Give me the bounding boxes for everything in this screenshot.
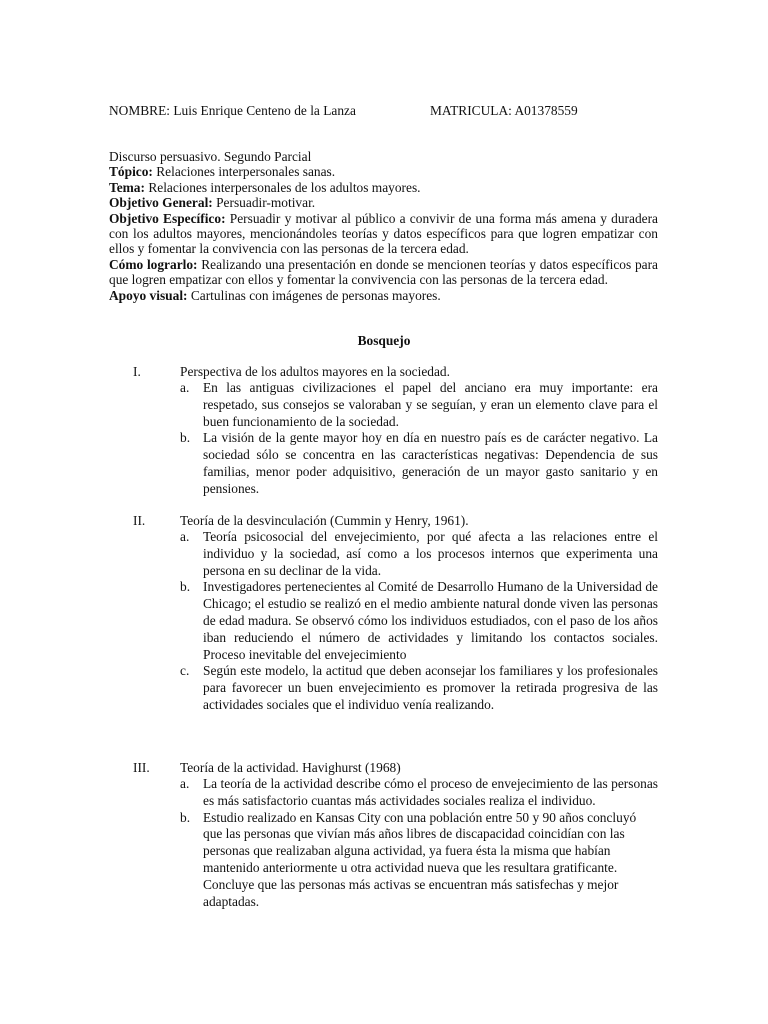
section-numeral: II. [133, 513, 146, 528]
item-letter: a. [180, 776, 190, 791]
item-text: En las antiguas civilizaciones el papel del anciano era muy importante: era respetado, sus consejos se valoraban y se seguían, y eran un elemento clave para el buen funcionamiento de la sociedad. [203, 380, 658, 429]
section-title: Teoría de la actividad. Havighurst (1968) [180, 760, 401, 775]
how-line [109, 257, 658, 288]
list-item [0, 579, 658, 663]
item-text: Estudio realizado en Kansas City con una población entre 50 y 90 años concluyó que las personas que vivían más años libres de discapacidad coincidían con las personas que realizaban alguna actividad, ya fuera ésta la misma que habían mantenido anteriormente u otra actividad nueva que les resultara gratificante. Concluye que las personas más activas se encuentran más satisfechas y mejor adaptadas. [203, 809, 637, 909]
item-letter: a. [180, 529, 190, 544]
list-item [0, 380, 658, 430]
speech-info [109, 149, 658, 303]
list-item [0, 663, 658, 713]
list-item [0, 430, 658, 497]
outline-section-3 [0, 759, 768, 910]
visual-aid-value: Cartulinas con imágenes de personas mayores. [187, 287, 441, 303]
topic-line [109, 164, 658, 179]
item-text: La teoría de la actividad describe cómo el proceso de envejecimiento de las personas es más satisfactorio cuantas más actividades sociales realiza el individuo. [203, 776, 658, 808]
section-title-row [0, 759, 768, 776]
student-name: NOMBRE: Luis Enrique Centeno de la Lanza [109, 103, 356, 118]
section-title-row [0, 512, 768, 529]
section-numeral: III. [133, 760, 150, 775]
list-item [0, 810, 658, 911]
outline-section-1 [0, 363, 768, 498]
list-item [0, 776, 658, 810]
general-objective-value: Persuadir-motivar. [212, 195, 316, 211]
item-text: Investigadores pertenecientes al Comité de Desarrollo Humano de la Universidad de Chicago; el estudio se realizó en el medio ambiente natural donde viven las personas de edad madura. Se observó cómo los individuos estudiados, con el paso de los años iban reduciendo el número de actividades y limitando los contactos sociales. Proceso inevitable del envejecimiento [203, 579, 658, 662]
item-text: La visión de la gente mayor hoy en día en nuestro país es de carácter negativo. La sociedad sólo se concentra en las características negativas: Dependencia de sus familias, menor poder adquisitivo, generación de un mayor gasto sanitario y en pensiones. [203, 430, 658, 496]
visual-aid-label: Apoyo visual: [109, 287, 188, 303]
list-item [0, 529, 658, 579]
item-letter: c. [180, 663, 190, 679]
section-title: Teoría de la desvinculación (Cummin y Henry, 1961). [180, 513, 469, 528]
item-letter: b. [180, 579, 191, 595]
outline-heading: Bosquejo [357, 333, 411, 348]
theme-label: Tema: [109, 179, 145, 195]
student-id: MATRICULA: A01378559 [430, 103, 578, 118]
student-header [109, 102, 708, 120]
specific-objective-label: Objetivo Específico: [109, 210, 226, 226]
theme-line [109, 180, 658, 195]
visual-aid-line [109, 288, 658, 303]
section-numeral: I. [133, 364, 141, 379]
specific-objective-value: Persuadir y motivar al público a convivir de una forma más amena y duradera con los adultos mayores, mencionándoles teorías y datos específicos para que logren empatizar con ellos y fomentar la convivencia con las personas de la tercera edad. [109, 210, 658, 257]
speech-type: Discurso persuasivo. Segundo Parcial [109, 149, 312, 164]
section-title-row [0, 363, 768, 380]
outline-section-2 [0, 512, 768, 714]
topic-label: Tópico: [109, 164, 153, 180]
item-letter: a. [180, 380, 190, 395]
general-objective-label: Objetivo General: [109, 195, 213, 211]
how-value: Realizando una presentación en donde se mencionen teorías y datos específicos para que logren empatizar con ellos y fomentar la convivencia con las personas de la tercera edad. [109, 256, 658, 288]
specific-objective-line [109, 211, 658, 257]
item-letter: b. [180, 430, 191, 446]
item-letter: b. [180, 809, 191, 825]
topic-value: Relaciones interpersonales sanas. [152, 164, 336, 180]
section-title: Perspectiva de los adultos mayores en la sociedad. [180, 364, 450, 379]
how-label: Cómo lograrlo: [109, 256, 198, 272]
theme-value: Relaciones interpersonales de los adultos mayores. [144, 179, 421, 195]
general-objective-line [109, 195, 658, 210]
item-text: Según este modelo, la actitud que deben aconsejar los familiares y los profesionales para favorecer un buen envejecimiento es promover la retirada progresiva de las actividades sociales que el individuo venía realizando. [203, 663, 658, 712]
item-text: Teoría psicosocial del envejecimiento, por qué afecta a las relaciones entre el individuo y la sociedad, así como a los procesos internos que experimenta una persona en su declinar de la vida. [203, 529, 658, 578]
